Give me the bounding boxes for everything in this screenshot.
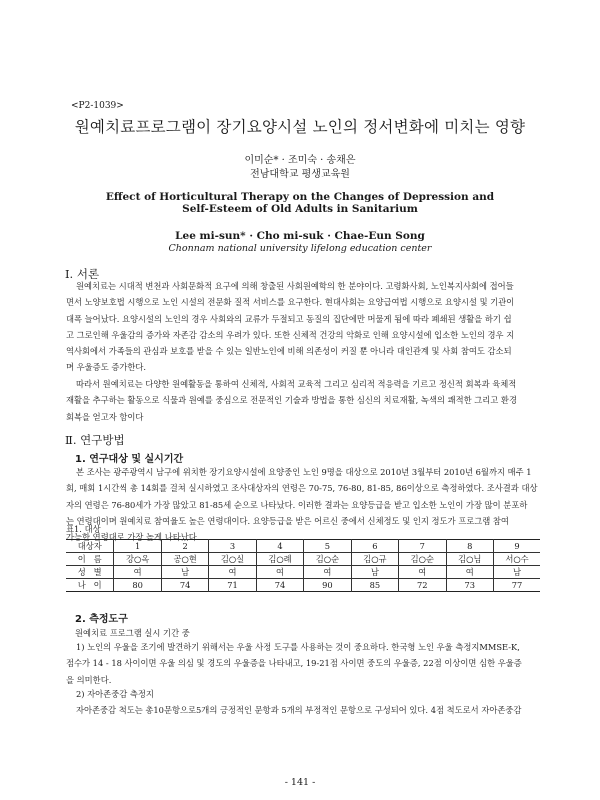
text-line: 가능한 연령대로 가장 높게 나타났다. xyxy=(66,532,200,543)
table-cell: 김○실 xyxy=(209,553,256,566)
table-header-row xyxy=(66,540,540,553)
table-cell: 7 xyxy=(399,540,446,553)
text-line: 1) 노인의 우울을 조기에 발견하기 위해서는 우울 사정 도구를 사용하는 것이 중요하다. 한국형 노인 우울 측정지MMSE-K, xyxy=(76,642,520,652)
table-row xyxy=(66,553,540,566)
table-cell: 서○수 xyxy=(493,553,540,566)
table-cell: 김○님 xyxy=(446,553,493,566)
table-cell: 3 xyxy=(209,540,256,553)
subsection-heading-subjects: 1. 연구대상 및 실시기간 xyxy=(75,454,184,465)
text-line: 고 그로인해 우울감의 증가와 자존감 감소의 우려가 있다. 또한 신체적 건강의 악화로 인해 요양시설에 입소한 노인의 경우 지 xyxy=(66,329,515,340)
table-cell: 5 xyxy=(304,540,351,553)
section-heading-methods: Ⅱ. 연구방법 xyxy=(65,433,125,447)
table-cell: 여 xyxy=(114,566,161,579)
introduction-paragraph-1 xyxy=(66,278,541,376)
paper-code: <P2-1039> xyxy=(71,101,124,111)
table-row xyxy=(66,566,540,579)
table-cell: 90 xyxy=(304,579,351,592)
measurement-selfesteem-line: 자아존중감 척도는 총10문항으로5개의 긍정적인 문항과 5개의 부정적인 문항으로 구성되어 있다. 4점 척도로서 자아존중감 xyxy=(76,705,522,715)
text-line: 역사회에서 가족들의 관심과 보호를 받을 수 있는 일반노인에 비해 의존성이 커질 뿐 아니라 대인관계 및 사회 참여도 감소되 xyxy=(66,346,512,357)
table-cell: 강○옥 xyxy=(114,553,161,566)
table-cell: 여 xyxy=(446,566,493,579)
section-heading-introduction: Ⅰ. 서론 xyxy=(65,267,100,281)
table-cell: 김○순 xyxy=(304,553,351,566)
table-cell: 71 xyxy=(209,579,256,592)
table-caption: 표1. 대상 xyxy=(66,524,101,534)
text-line: 는 연령대이며 원예치료 참여율도 높은 연령대이다. 요양등급을 받은 어르신 중에서 신체정도 및 인지 정도가 프로그램 참여 xyxy=(66,515,509,526)
table-cell: 85 xyxy=(351,579,398,592)
authors-english: Lee mi-sun* · Cho mi-suk · Chae-Eun Song xyxy=(175,230,425,242)
table-cell: 남 xyxy=(351,566,398,579)
measurement-selfesteem-heading: 2) 자아존중감 측정지 xyxy=(76,689,154,699)
text-line: 원예치료는 시대적 변천과 사회문화적 요구에 의해 창출된 사회원예학의 한 분야이다. 고령화사회, 노인복지사회에 접어들 xyxy=(76,281,514,291)
authors-korean: 이미순* · 조미숙 · 송채은 xyxy=(244,155,356,166)
table-row-label: 성 별 xyxy=(77,567,102,577)
affiliation-english: Chonnam national university lifelong education center xyxy=(168,243,432,254)
table-cell: 74 xyxy=(256,579,303,592)
table-cell: 남 xyxy=(493,566,540,579)
table-cell: 여 xyxy=(209,566,256,579)
table-cell: 9 xyxy=(493,540,540,553)
table-cell: 6 xyxy=(351,540,398,553)
text-line: 따라서 원예치료는 다양한 원예활동을 통하여 신체적, 사회적 교육적 그리고 심리적 적응력을 기르고 정신적 회복과 육체적 xyxy=(76,379,517,389)
subjects-table xyxy=(66,539,540,592)
table-cell: 여 xyxy=(399,566,446,579)
text-line: 회, 매회 1시간씩 총 14회를 걸쳐 실시하였고 조사대상자의 연령은 70-75, 76-80, 81-85, 86이상으로 측정하였다. 조사결과 대상 xyxy=(66,483,538,494)
text-line: 대폭 늘어났다. 요양시설의 노인의 경우 사회와의 교류가 두절되고 동질의 집단에만 머물게 됨에 따라 폐쇄된 생활을 하기 쉽 xyxy=(66,313,512,324)
table-cell: 4 xyxy=(256,540,303,553)
table-cell: 공○현 xyxy=(161,553,208,566)
table-cell: 73 xyxy=(446,579,493,592)
measurement-intro-line: 원예치료 프로그램 실시 기간 중 xyxy=(75,628,190,638)
subsection-heading-measurement: 2. 측정도구 xyxy=(75,614,128,625)
table-header-label: 대상자 xyxy=(77,541,102,551)
introduction-paragraph-2 xyxy=(66,376,541,425)
table-cell: 72 xyxy=(399,579,446,592)
table-cell: 김○례 xyxy=(256,553,303,566)
affiliation-korean: 전남대학교 평생교육원 xyxy=(250,169,350,180)
table-cell: 2 xyxy=(161,540,208,553)
title-korean: 원예치료프로그램이 장기요양시설 노인의 정서변화에 미치는 영향 xyxy=(74,118,526,136)
table-cell: 김○순 xyxy=(399,553,446,566)
table-cell: 1 xyxy=(114,540,161,553)
table-row-label: 나 이 xyxy=(77,580,102,590)
page-number: - 141 - xyxy=(284,777,316,788)
table-cell: 여 xyxy=(304,566,351,579)
table-cell: 80 xyxy=(114,579,161,592)
methods-paragraph-1 xyxy=(66,464,541,545)
table-row-label: 이 름 xyxy=(77,554,102,564)
text-line: 회복을 얻고자 함이다 xyxy=(66,411,144,422)
table-row xyxy=(66,579,540,592)
text-line: 면서 노양보호법 시행으로 노인 시설의 전문화 질적 서비스를 요구한다. 현대사회는 요양급여법 시행으로 요양시설 및 기관이 xyxy=(66,297,515,308)
text-line: 본 조사는 광주광역시 남구에 위치한 장기요양시설에 요양중인 노인 9명을 대상으로 2010년 3월부터 2010년 6월까지 매주 1 xyxy=(76,467,532,477)
title-english: Effect of Horticultural Therapy on the Changes of Depression and Self-Esteem of Old Adults in Sanitarium xyxy=(105,191,495,215)
text-line: 며 우울증도 증가한다. xyxy=(66,362,147,373)
table-cell: 8 xyxy=(446,540,493,553)
table-cell: 77 xyxy=(493,579,540,592)
text-line: 자의 연령은 76-80세가 가장 많았고 81-85세 순으로 나타났다. 이러한 결과는 요양등급을 받고 입소한 노인이 가장 많이 분포하 xyxy=(66,499,528,510)
text-line: 을 의미한다. xyxy=(66,674,112,685)
table-cell: 남 xyxy=(161,566,208,579)
text-line: 재활을 추구하는 활동으로 식물과 원예를 중심으로 전문적인 기술과 방법을 통한 심신의 치료재활, 녹색의 쾌적한 그리고 환경 xyxy=(66,395,517,406)
table-cell: 여 xyxy=(256,566,303,579)
text-line: 점수가 14 - 18 사이이면 우울 의심 및 경도의 우울증을 나타내고, 19-21점 사이면 중도의 우울증, 22점 이상이면 심한 우울증 xyxy=(66,658,522,669)
measurement-paragraph-depression xyxy=(66,639,541,688)
table-cell: 김○규 xyxy=(351,553,398,566)
table-cell: 74 xyxy=(161,579,208,592)
